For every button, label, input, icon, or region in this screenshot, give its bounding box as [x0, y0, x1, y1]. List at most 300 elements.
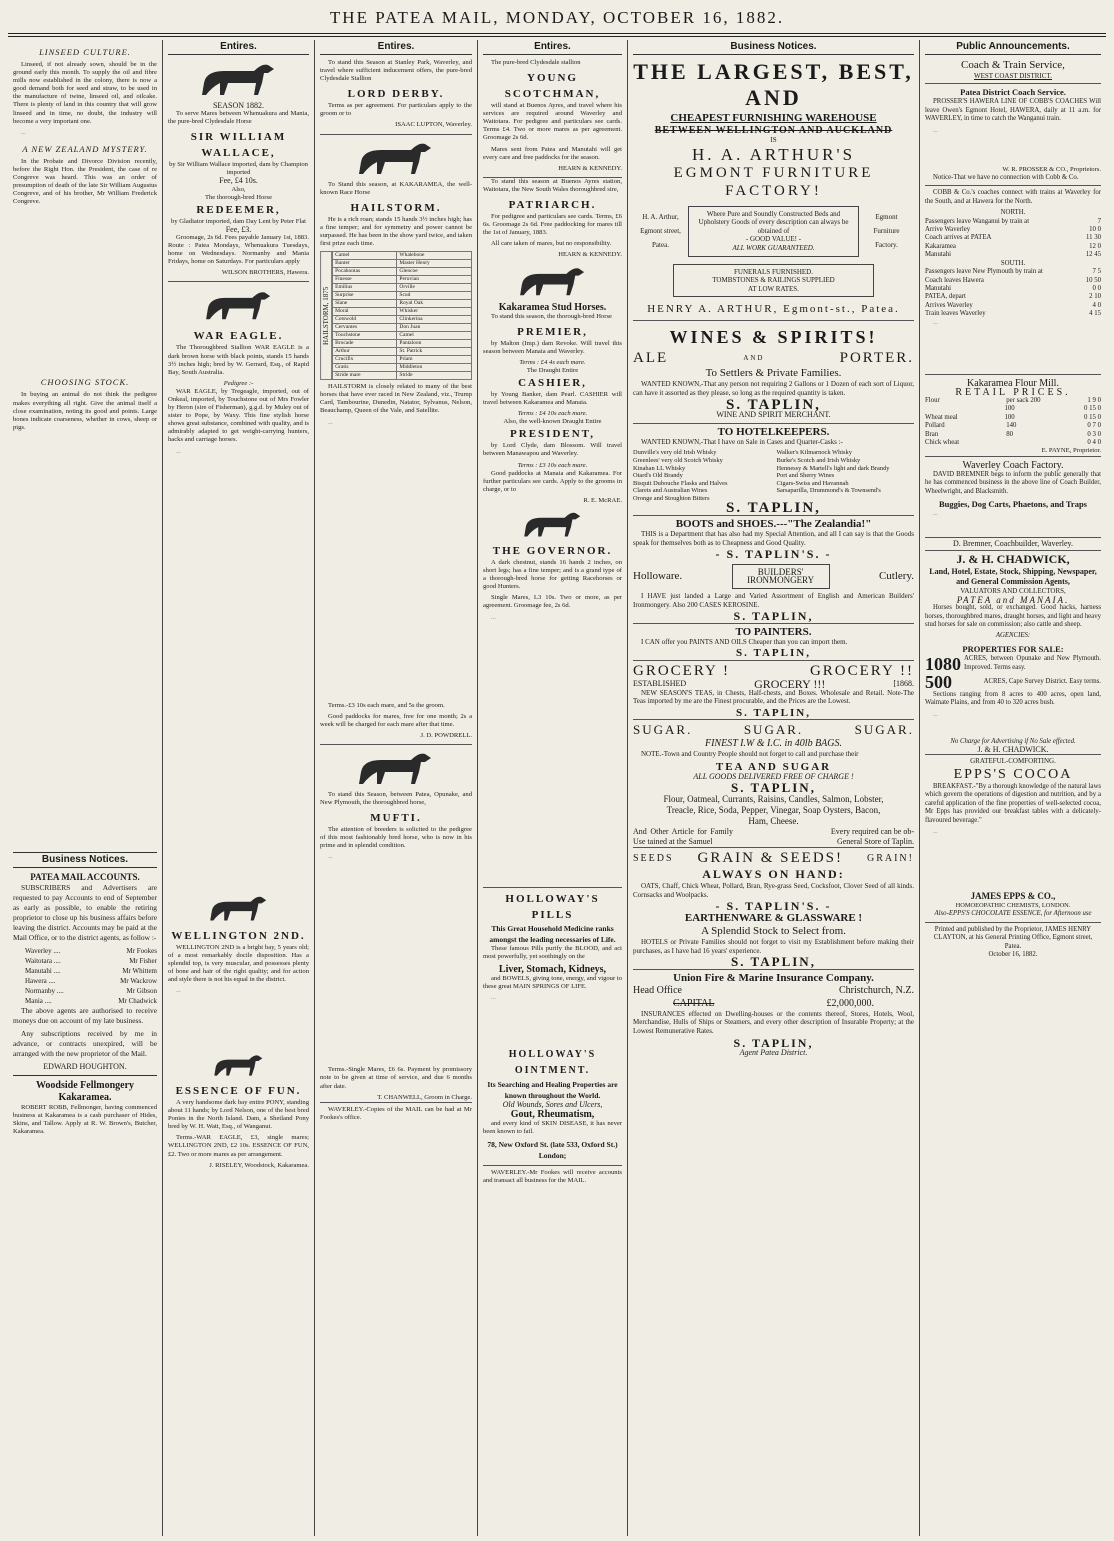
egmont-heading: EGMONT FURNITURE FACTORY! [673, 164, 874, 199]
timetable-time: 10 50 [1085, 276, 1101, 284]
year-label: [1868. [893, 679, 914, 688]
seeds-label: SEEDS [633, 853, 674, 865]
box-guarantee: ALL WORK GUARANTEED. [732, 243, 815, 252]
payne-signature: E. PAYNE, Proprietor. [1041, 447, 1101, 455]
taplin-signature: S. TAPLIN, [736, 647, 811, 660]
capital-row [633, 997, 914, 1010]
taplin-signature: S. TAPLIN, [736, 706, 811, 719]
lord-derby-text: Terms as per agreement. For particulars apply to the groom or to [320, 102, 472, 118]
agents-note: The above agents are authorised to receive moneys due on account of my late business. [13, 1005, 157, 1025]
horse-illustration [199, 285, 279, 325]
timetable-stop: Train leaves Waverley [925, 310, 986, 318]
flour-price-row [925, 431, 1101, 439]
pedigree-sire: Camel [333, 252, 397, 260]
grocery-label: GROCERY ! [633, 663, 731, 679]
timetable-stop: Arrives Waverley [925, 301, 973, 309]
agent-row [25, 946, 157, 956]
wanted-text: WANTED KNOWN,-That any person not requiring 2 Gallons or 1 Dozen of each sort of Liquor, can have it assorted as they please, so long as the required quantity is taken. [633, 380, 914, 397]
prosser-text-continued: ... [933, 126, 938, 134]
prosser-signature: W. R. PROSSER & CO., Proprietors. [1002, 165, 1101, 173]
taplin-signature: S. TAPLIN, [726, 500, 821, 517]
hailstorm-text: He is a rich roan; stands 15 hands 3½ inches high; has a fine temper; and for symmetry and power cannot be surpassed. He has been in the show yard twice, and taken first prize each time. [320, 215, 472, 248]
horse-illustration [194, 59, 284, 99]
pedigree-row [333, 316, 472, 324]
cobb-text: COBB & Co.'s coaches connect with trains at Waverley for the South, and at Hawera for the North. [925, 185, 1101, 206]
box-left-line: Egmont street, [640, 227, 681, 236]
taplin-signature: S. TAPLIN, [731, 954, 816, 970]
fellmongery-title: Woodside Fellmongery Kakaramea. [13, 1075, 157, 1104]
bremner-signature: D. Bremner, Coachbuilder, Waverley. [925, 537, 1101, 551]
holloways-pills-text-2: and BOWELS, giving tone, energy, and vigour to these great MAIN SPRINGS OF LIFE. [483, 974, 622, 990]
pedigree-row [333, 308, 472, 316]
column-3 [315, 40, 478, 1536]
lord-derby-name: LORD DERBY. [347, 88, 445, 101]
flour-price: 1 9 0 [1087, 396, 1101, 404]
essence-of-fun-name: ESSENCE OF FUN. [175, 1085, 302, 1097]
hailstorm-text-3: Good paddocks for mares, free for one month; 2s a week will be charged for each mare after that time. [320, 712, 472, 728]
flour-price-row [925, 405, 1101, 413]
note-town-text: NOTE.-Town and Country People should not forget to call and purchase their [641, 750, 859, 759]
family-use-row [633, 827, 914, 847]
timetable-stop: Kakaramea [925, 242, 956, 250]
patea-coach-heading: Patea District Coach Service. [925, 83, 1101, 98]
redeemer-fee: Fee, £3. [225, 224, 252, 234]
oats-text: OATS, Chaff, Chick Wheat, Pollard, Bran, Rye-grass Seed, Cocksfoot, Clover Seed of all kinds. Cornsacks and Woolpacks. [633, 882, 914, 899]
flour-item: Flour [925, 396, 940, 404]
capital-value: £2,000,000. [826, 997, 874, 1009]
timetable-time: 11 30 [1085, 234, 1101, 242]
article-text-continued: ... [21, 128, 26, 136]
flour-item [925, 405, 985, 413]
flour-list: Flour, Oatmeal, Currants, Raisins, Candles, Salmon, Lobster, Treacle, Rice, Soda, Pepper, Vinegar, Soap Oysters, Bacon, Ham, Cheese. [663, 794, 884, 827]
pedigree-sire: Stride mare [333, 372, 397, 380]
governor-name: THE GOVERNOR. [492, 545, 613, 557]
coach-train-heading: Coach & Train Service, [961, 59, 1065, 71]
tea-sugar-heading: TEA AND SUGAR [715, 760, 832, 773]
timetable-row [925, 218, 1101, 226]
taplin-signature: S. TAPLIN, [726, 396, 821, 413]
property-1080-acres: 1080 [925, 653, 961, 674]
bremner-text-continued: ... [933, 510, 938, 517]
war-eagle-text-continued: ... [176, 447, 181, 455]
hearn-kennedy-signature: HEARN & KENNEDY. [558, 251, 622, 259]
cheapest-heading: CHEAPEST FURNISHING WAREHOUSE [670, 112, 877, 124]
premier-name: PREMIER, [517, 325, 588, 338]
pedigree-row [333, 348, 472, 356]
pedigree-dam: Whalebone [397, 252, 472, 260]
coach-factory-heading: Waverley Coach Factory. [925, 456, 1101, 471]
mufti-text-continued: ... [328, 853, 333, 861]
largest-heading: THE LARGEST, BEST, AND [633, 59, 914, 110]
grateful-line: GRATEFUL-COMFORTING. [925, 754, 1101, 765]
agents-list [13, 946, 157, 1006]
established-label: ESTABLISHED [633, 679, 687, 688]
holloways-ointment-title: HOLLOWAY'S OINTMENT. [508, 1048, 597, 1076]
pony-illustration [209, 1050, 269, 1080]
column-5 [628, 40, 920, 1536]
powdrell-signature: J. D. POWDRELL. [420, 731, 472, 739]
scotchman-text: will stand at Buenos Ayres, and travel where his services are required around Waverley and Waitotara. For pedigree and particulars see cards. Terms £4. Two or more mares as per agreement. Groomage 2s 6d. [483, 102, 622, 142]
and-label: AND [743, 354, 765, 363]
timetable-stop: Passengers leave Wanganui by train at [925, 217, 1030, 225]
flour-qty: per sack 200 [1006, 396, 1041, 404]
young-scotchman-name: YOUNG SCOTCHMAN, [504, 72, 601, 101]
stud-note: Good paddocks at Manaia and Kakaramea. For further particulars see cards. Apply to the grooms in charge, or to [483, 469, 622, 493]
mufti-text: The attention of breeders is solicited to the pedigree of this most fashionably bred horse, who is now in his prime and in splendid condition. [320, 826, 472, 850]
flour-qty: 100 [1004, 405, 1015, 413]
agent-name: Mr Gibson [126, 986, 157, 995]
boots-text: THIS is a Department that has also had my Special Attention, and all I can say is that the Goods speak for themselves both as to Cheapness and Good Quality. [633, 530, 914, 547]
agent-name: Mr Wackrow [120, 976, 157, 985]
hotel-list-item: Bisquit Dubouche Flasks and Halves [633, 479, 728, 487]
mcrae-signature: R. E. McRAE. [583, 496, 622, 504]
horse-illustration [351, 138, 441, 178]
pedigree-row [333, 324, 472, 332]
finest-line: FINEST I.W & I.C. in 40lb BAGS. [704, 738, 843, 750]
column-4 [478, 40, 628, 1536]
coach-train-subtitle: WEST COAST DISTRICT. [974, 72, 1052, 80]
pedigree-dam: Stride [397, 372, 472, 380]
christchurch-label: Christchurch, N.Z. [839, 984, 914, 996]
pedigree-label: Pedigree :- [223, 379, 254, 387]
taplins-signature: - S. TAPLIN'S. - [715, 899, 832, 914]
agent-name: Mr Whittem [122, 966, 157, 975]
always-on-hand: ALWAYS ON HAND: [702, 867, 845, 882]
horses-text: Horses bought, sold, or exchanged. Good hacks, harness horses, thoroughbred mares, draught horses, and light and heavy stud horses for sale on commission; also cattle and sheep. [925, 604, 1101, 629]
section-title: LINSEED CULTURE. [39, 47, 131, 57]
article-text: Linseed, if not already sown, should be in the ground early this month. To supply the oil and fibre mills now established in the colony, there is now a good demand both for seed and straw, to be used in the manufacture of twine, linseed oil, and oilcake. There is plenty of land in this country that will grow linseed and in time, no doubt, the industry will become a very important one. [13, 61, 157, 125]
holloways-ointment-subtitle: Its Searching and Healing Properties are known throughout the World. [487, 1079, 618, 1100]
accounts-title: PATEA MAIL ACCOUNTS. [30, 871, 140, 882]
ironmongery-row [633, 561, 914, 592]
property-500-acres: 500 [925, 671, 952, 692]
flour-price-table [925, 397, 1101, 447]
hailstorm-text-continued: ... [328, 418, 333, 426]
pedigree-dam: Middleton [397, 364, 472, 372]
agent-name: Mr Fookes [126, 946, 157, 955]
timetable-stop: Passengers leave New Plymouth by train at [925, 268, 1043, 276]
wellington-text: WELLINGTON 2ND is a bright bay, 5 years old; of a most remarkably docile disposition. Has a splendid top, is very muscular, and possesses plenty of bone and hair of the right quality; and for action and style there is not his equal in the district. [168, 943, 309, 983]
timetable-time: 12 45 [1085, 251, 1101, 259]
box-right-line: Furniture [873, 227, 900, 236]
timetable-time: 7 5 [1092, 268, 1101, 276]
timetable-stop: Manutahi [925, 284, 952, 292]
established-row [633, 677, 914, 691]
holloways-pills-title: HOLLOWAY'S PILLS [483, 887, 622, 923]
sections-text: Sections ranging from 8 acres to 400 acres, open land, Waimate Plains, and from 40 to 320 acres bush. [925, 690, 1101, 707]
box-left [633, 210, 688, 252]
flour-qty [1006, 439, 1066, 447]
governor-text-continued: ... [491, 613, 496, 621]
flour-price: 0 7 0 [1087, 422, 1101, 430]
cutlery-label: Cutlery. [878, 570, 914, 583]
article-text: In buying an animal do not think the pedigree makes everything all right. Give the animal itself a close examination, noting its good and points. Large bones indicate coarseness, whether in cows, sheep or pigs. [13, 391, 157, 431]
epps-text: BREAKFAST.-"By a thorough knowledge of the natural laws which govern the operations of digestion and nutrition, and by a careful application of the fine properties of well-selected cocoa, Mr Epps has provided our breakfast tables with a delicately-flavoured beverage." [925, 782, 1101, 824]
hotel-list-item: Kinahan LL Whisky [633, 464, 686, 472]
timetable-row [925, 268, 1101, 276]
box-left-line: Patea. [652, 241, 669, 250]
property-1080-text: ACRES, between Opunake and New Plymouth. Improved. Terms easy. [964, 655, 1101, 671]
also-label: Also, [231, 185, 246, 193]
timetable-time: 0 0 [1092, 284, 1101, 292]
splendid-line: A Splendid Stock to Select from. [701, 924, 846, 937]
hotel-list-item: Otard's Old Brandy [633, 472, 683, 480]
taplin-signature: S. TAPLIN, [731, 779, 816, 795]
pedigree-row [333, 276, 472, 284]
timetable-time: 10 0 [1089, 226, 1101, 234]
timetable-row [925, 251, 1101, 259]
pedigree-sire: Arthur [333, 348, 397, 356]
governor-text: A dark chestnut, stands 16 hands 2 inches, on short legs; has a fine temper; and is a grand type of a thorough-bred horse for getting Racehorses or good Hunters. [483, 559, 622, 591]
holloway-address: 78, New Oxford St. (late 533, Oxford St.) London; [487, 1140, 618, 1161]
wellington-name: WELLINGTON 2ND. [171, 929, 306, 942]
pedigree-dam: St. Patrick [397, 348, 472, 356]
agent-town: Mania .... [25, 996, 52, 1005]
funerals-box [673, 264, 874, 298]
holloways-pills-text: These famous Pills purify the BLOOD, and act most powerfully, yet soothingly on the [483, 944, 622, 960]
masthead: THE PATEA MAIL, MONDAY, OCTOBER 16, 1882. [329, 8, 785, 27]
pedigree-sire: Pocahontas [333, 268, 397, 276]
pedigree-row [333, 292, 472, 300]
printed-line: Printed and published by the Proprietor, JAMES HENRY CLAYTON, at his General Printing Office, Egmont street, Patea. [925, 922, 1101, 951]
agent-row [25, 976, 157, 986]
column-heading: Public Announcements. [925, 40, 1101, 55]
flour-price: 0 15 0 [1084, 413, 1101, 421]
agent-town: Normanby .... [25, 986, 64, 995]
hotel-list-item: Walker's Kilmarnock Whisky [776, 449, 852, 457]
sugar-label: SUGAR. [633, 722, 693, 738]
scotchman-text-2: Mares sent from Patea and Manutahi will get every care and free paddocks for the season. [483, 145, 622, 161]
mufti-intro: To stand this Season, between Patea, Opunake, and New Plymouth, the thoroughbred horse, [320, 790, 472, 806]
agent-row [25, 986, 157, 996]
war-eagle-text: WAR EAGLE, by Tregeagle, imported, out of Onkeal, imported, by Touchstone out of Mrs Fowler by Heron (sire of Fisherman), g.g.d. by Muley out of sister to Pope, by Waxy. This fine stylish horse shows great substance, combined with quality, and is admirably adapted to get weight-carrying hunters, hacks and carriage horses. [168, 387, 309, 444]
war-eagle-name: WAR EAGLE. [193, 330, 284, 343]
grocery-label-2: GROCERY !! [809, 663, 914, 679]
wallace-name: SIR WILLIAM WALLACE, [190, 131, 287, 160]
pedigree-dam: Peruvian [397, 276, 472, 284]
pedigree-row [333, 268, 472, 276]
wines-heading: WINES & SPIRITS! [669, 327, 878, 348]
pedigree-dam: Glencoe [397, 268, 472, 276]
cashier-name: CASHIER, [518, 376, 587, 389]
property-1080 [925, 655, 1101, 673]
riseley-signature: J. RISELEY, Woodstock, Kakaramea. [209, 1161, 309, 1169]
column-heading: Business Notices. [633, 40, 914, 55]
agent-town: Manutahi .... [25, 966, 61, 975]
fellmongery-text: ROBERT ROBB, Fellmonger, having commenced business at Kakaramea is a cash purchaser of Hides, Skins, and Tallow. Apply at R. W. Brown's, Butcher, Kakaramea. [13, 1103, 157, 1136]
property-500-text: ACRES, Cape Survey District. Easy terms. [983, 677, 1101, 685]
earthenware-heading: EARTHENWARE & GLASSWARE ! [684, 911, 863, 924]
epps-signature: JAMES EPPS & CO., [970, 890, 1056, 901]
pedigree-row [333, 300, 472, 308]
painters-text: I CAN offer you PAINTS AND OILS Cheaper than you can import them. [641, 637, 848, 646]
hotel-list-item: Clarets and Australian Wines [633, 487, 708, 495]
sections-text-continued: ... [933, 710, 938, 718]
pedigree-dam: Don Juan [397, 324, 472, 332]
between-heading: BETWEEN WELLINGTON AND AUCKLAND [654, 125, 893, 136]
gout-heading: Gout, Rheumatism, [510, 1109, 595, 1121]
pedigree-sire: Moral [333, 308, 397, 316]
head-office-row [633, 984, 914, 997]
pedigree-row [333, 364, 472, 372]
horse-illustration [518, 508, 588, 540]
agent-row [25, 996, 157, 1006]
painters-heading: TO PAINTERS. [633, 623, 914, 638]
pedigree-dam: Royal Oak [397, 300, 472, 308]
union-insurance-heading: Union Fire & Marine Insurance Company. [633, 969, 914, 984]
timetable-row [925, 302, 1101, 310]
mufti-name: MUFTI. [370, 812, 422, 825]
hotels-text: HOTELS or Private Families should not forget to visit my Establishment before making their purchases, as I have had 16 years' experience. [633, 937, 914, 955]
hotel-list-item: Port and Sherry Wines [776, 472, 835, 480]
agencies-label: AGENCIES: [995, 632, 1031, 640]
tombstones-line: TOMBSTONES & RAILINGS SUPPLIED [712, 276, 835, 285]
president-text: by Lord Clyde, dam Blossom. Will travel between Manawapou and Waverley. [483, 442, 622, 458]
box-middle [688, 206, 859, 257]
chadwick-subtitle: Land, Hotel, Estate, Stock, Shipping, Newspaper, and General Commission Agents, [929, 567, 1097, 587]
flour-price-row [925, 414, 1101, 422]
epps-text-continued: ... [933, 827, 938, 835]
column-heading: Entires. [483, 40, 622, 55]
epps-also: Also-EPPS'S CHOCOLATE ESSENCE, for Afternoon use [934, 910, 1092, 918]
timetable-row [925, 243, 1101, 251]
pedigree-dam: Clinkerina [397, 316, 472, 324]
pedigree-dam: Master Henry [397, 260, 472, 268]
grain-label: GRAIN! [866, 853, 914, 865]
timetable-row [925, 285, 1101, 293]
other-right-text: Every required can be ob- General Store of Taplin. [830, 827, 914, 847]
box-value: - GOOD VALUE! - [745, 235, 802, 244]
retail-prices-heading: RETAIL PRICES. [955, 386, 1071, 398]
accounts-signature: EDWARD HOUGHTON. [43, 1061, 127, 1071]
printed-date: October 16, 1882. [988, 950, 1038, 958]
agent-name: Mr Fisher [129, 956, 157, 965]
agent-line: Agent Patea District. [739, 1048, 808, 1058]
coach-text-continued: ... [933, 318, 938, 326]
hailstorm-intro: To Stand this season, at KAKARAMEA, the well-known Race Horse [320, 180, 472, 196]
grocery-label-3: GROCERY !!! [754, 677, 826, 691]
patriarch-intro: To stand this season at Buenos Ayres station, Waitotara, the New South Wales thoroughbred sire, [483, 177, 622, 193]
accounts-text: SUBSCRIBERS and Advertisers are requested to pay Accounts to end of September as early as possible, to enable the retiring proprietor to close up his business affairs before leaving the district. Accounts may be paid at the Mail Office, or to the district agents, as follow :- [13, 882, 157, 942]
pedigree-row [333, 252, 472, 260]
flour-mill-heading: Kakaramea Flour Mill. [925, 374, 1101, 389]
war-eagle-subtitle: The Thoroughbred Stallion WAR EAGLE is a dark brown horse with black points, stands 15 hands 3½ inches high; bred by W. Gerrard, Esq., of Rapid Bay, South Australia. [168, 344, 309, 376]
hailstorm-terms: Terms.-£3 10s each mare, and 5s the groom. [328, 701, 445, 709]
flour-price: 0 15 0 [1084, 405, 1101, 413]
holloways-pills-text-continued: ... [491, 993, 496, 1001]
agent-town: Waitotara .... [25, 956, 61, 965]
column-heading: Entires. [168, 40, 309, 55]
premier-text: by Malton (Imp.) dam Revoke. Will travel this season between Manaia and Waverley. [483, 339, 622, 355]
agent-name: Mr Chadwick [118, 996, 157, 1005]
timetable-time: 7 [1097, 217, 1101, 225]
box-left-line: H. A. Arthur, [642, 213, 679, 222]
hotel-list-item: Oronge and Stoughton Bitters [633, 494, 710, 502]
agent-row [25, 966, 157, 976]
hailstorm-text-2: HAILSTORM is closely related to many of the best horses that have ever raced in New Zealand, viz., Trump Card, Tambourine, Dunedin, Natator, Sylvanus, Nelson, Beauchamp, Queen of the Vale, and Satellite. [320, 383, 472, 415]
south-timetable [925, 268, 1101, 318]
porter-label: PORTER. [839, 350, 914, 367]
masthead-rule [8, 33, 1106, 37]
stud-horses-title: Kakaramea Stud Horses. [498, 301, 607, 313]
pedigree-sire: Cotswold [333, 316, 397, 324]
horse-illustration [351, 748, 441, 788]
box-right-line: Egmont [875, 213, 898, 222]
pedigree-row [333, 356, 472, 364]
taplin-signature: S. TAPLIN, [733, 1035, 814, 1050]
north-label: NORTH. [1000, 209, 1026, 217]
pedigree-row [333, 372, 472, 380]
hotel-list-item: Sarsaparilla, Drummond's & Townsend's [776, 487, 881, 495]
builders-ironmongery-label: BUILDERS' IRONMONGERY [732, 564, 830, 589]
pedigree-sire: Brocade [333, 340, 397, 348]
agents-note-2: Any subscriptions received by me in advance, or contracts unexpired, will be arranged with the new proprietor of the Mail. [13, 1028, 157, 1058]
pedigree-sire: Banter [333, 260, 397, 268]
box-text: Where Pure and Soundly Constructed Beds and Upholstery Goods of every description can always be obtained of [698, 209, 849, 235]
pedigree-side-label: HAILSTORM, 1875 [320, 251, 332, 380]
hailstorm-name: HAILSTORM. [350, 201, 442, 214]
pedigree-row [333, 332, 472, 340]
flour-price-row [925, 397, 1101, 405]
flour-item: Chick wheat [925, 438, 960, 446]
section-title: CHOOSING STOCK. [40, 377, 130, 388]
grain-seeds-label: GRAIN & SEEDS! [697, 850, 844, 867]
patriarch-text: For pedigree and particulars see cards. Terms, £6 6s. Groomage 2s 6d. Free paddocking for mares till the 1st of January, 1883. [483, 213, 622, 237]
section-title: A NEW ZEALAND MYSTERY. [22, 143, 148, 154]
bremner-text: DAVID BREMNER begs to inform the public generally that he has commenced business in the above line of Coach Builder, Wheelwright, and Blacksmith. [925, 470, 1101, 495]
pedigree-dam: Priam [397, 356, 472, 364]
timetable-time: 4 0 [1092, 301, 1101, 309]
flour-price: 0 4 0 [1087, 438, 1101, 446]
chadwick-signature: J. & H. CHADWICK. [977, 745, 1049, 755]
south-label: SOUTH. [1000, 259, 1026, 267]
is-label: IS [770, 136, 777, 144]
property-500 [925, 673, 1101, 691]
sugar-label: SUGAR. [854, 722, 914, 738]
agent-town: Hawera .... [25, 976, 56, 985]
timetable-row [925, 293, 1101, 301]
pedigree-sire: Slane [333, 300, 397, 308]
grain-seeds-row [633, 847, 914, 867]
ale-label: ALE [633, 350, 669, 367]
column-1 [8, 40, 163, 1536]
north-timetable [925, 218, 1101, 260]
capital-label: CAPITAL [673, 997, 715, 1009]
lord-derby-intro: To stand this Season at Stanley Park, Waverley, and travel where sufficient inducement offers, the pure-bred Clydesdale Stallion [320, 59, 472, 83]
timetable-stop: Coach leaves Hawera [925, 276, 984, 284]
horse-illustration [513, 263, 593, 299]
wellington-text-continued: ... [176, 987, 181, 994]
redeemer-text: Groomage, 2s 6d. Fees payable January 1st, 1883. Route : Patea Mondays, Whenuakura Tuesdays, home on Wednesdays. Normanby and Mania Fridays, home on Saturdays. For particulars apply [168, 233, 309, 266]
lupton-signature: ISAAC LUPTON, Waverley. [395, 121, 472, 129]
flour-qty: 140 [1006, 422, 1017, 430]
redeemer-subtitle: by Gladiator imported, dam Day Lent by Peter Flat [171, 217, 306, 225]
prosser-text: PROSSER'S HAWERA LINE OF COBB'S COACHES Will leave Owen's Egmont Hotel, HAWERA, daily at 11 a.m. for WAVERLEY, in time to catch the Wanganui train. [925, 98, 1101, 123]
pedigree-row [333, 260, 472, 268]
scotchman-intro: The pure-bred Clydesdale stallion [491, 59, 581, 66]
also-label-2: The thorough-bred Horse [204, 193, 273, 201]
column-heading: Entires. [320, 40, 472, 55]
pedigree-sire: Cervantes [333, 324, 397, 332]
timetable-time: 12 0 [1089, 242, 1101, 250]
timetable-row [925, 226, 1101, 234]
pedigree-sire: Surprise [333, 292, 397, 300]
valuators-line: VALUATORS AND COLLECTORS, [960, 587, 1066, 596]
flour-qty: 80 [1006, 430, 1013, 438]
timetable-stop: Manutahi [925, 251, 952, 259]
column-6 [920, 40, 1106, 1536]
notice-text: Notice-That we have no connection with Cobb & Co. [933, 174, 1079, 182]
